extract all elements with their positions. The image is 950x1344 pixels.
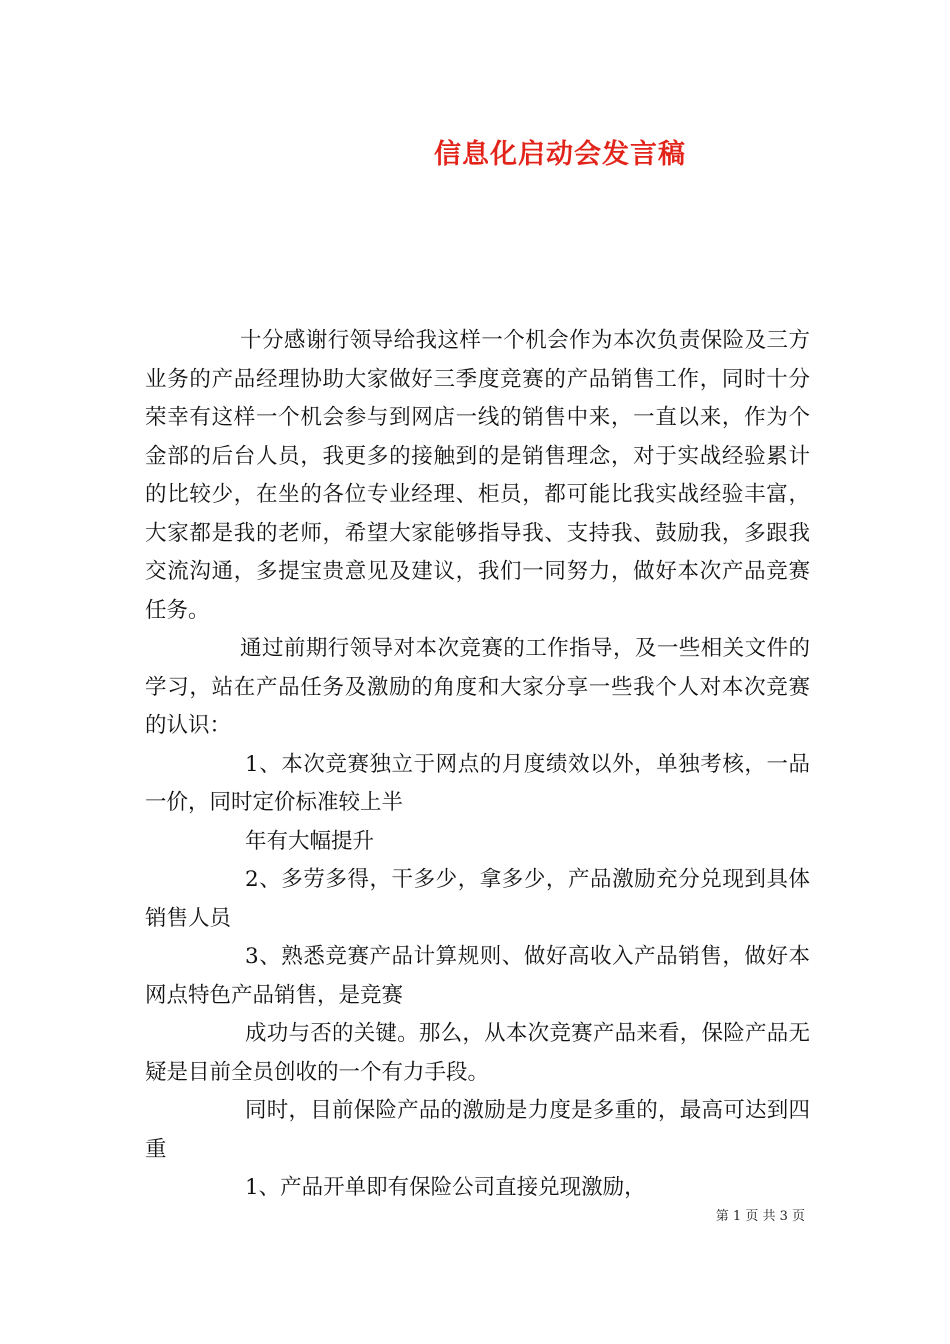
paragraph-point-3: 3、熟悉竞赛产品计算规则、做好高收入产品销售，做好本网点特色产品销售，是竞赛 <box>145 944 810 1008</box>
paragraph-point-2: 2、多劳多得，干多少，拿多少，产品激励充分兑现到具体销售人员 <box>145 867 810 931</box>
paragraph-point-1: 1、本次竞赛独立于网点的月度绩效以外，单独考核，一品一价，同时定价标准较上半 <box>145 751 810 815</box>
page-number: 第 1 页 共 3 页 <box>715 1209 805 1224</box>
paragraph-point-3-cont: 成功与否的关键。那么，从本次竞赛产品来看，保险产品无疑是目前全员创收的一个有力手段。 <box>145 1021 810 1085</box>
paragraph-intro: 十分感谢行领导给我这样一个机会作为本次负责保险及三方业务的产品经理协助大家做好三季度竞赛的产品销售工作，同时十分荣幸有这样一个机会参与到网店一线的销售中来，一直以来，作为个金部的后台人员，我更多的接触到的是销售理念，对于实战经验累计的比较少，在坐的各位专业经理、柜员，都可能比我实战经验丰富，大家都是我的老师，希望大家能够指导我、支持我、鼓励我，多跟我交流沟通，多提宝贵意见及建议，我们一同努力，做好本次产品竞赛任务。 <box>145 328 810 623</box>
paragraph-incentive-1: 1、产品开单即有保险公司直接兑现激励， <box>245 1175 646 1200</box>
paragraph-incentive: 同时，目前保险产品的激励是力度是多重的，最高可达到四重 <box>145 1098 810 1162</box>
document-title: 信息化启动会发言稿 <box>434 139 686 170</box>
paragraph-understanding: 通过前期行领导对本次竞赛的工作指导，及一些相关文件的学习，站在产品任务及激励的角度和大家分享一些我个人对本次竞赛的认识： <box>145 636 810 738</box>
document-body <box>145 322 810 1208</box>
paragraph-point-1-cont: 年有大幅提升 <box>245 828 375 854</box>
